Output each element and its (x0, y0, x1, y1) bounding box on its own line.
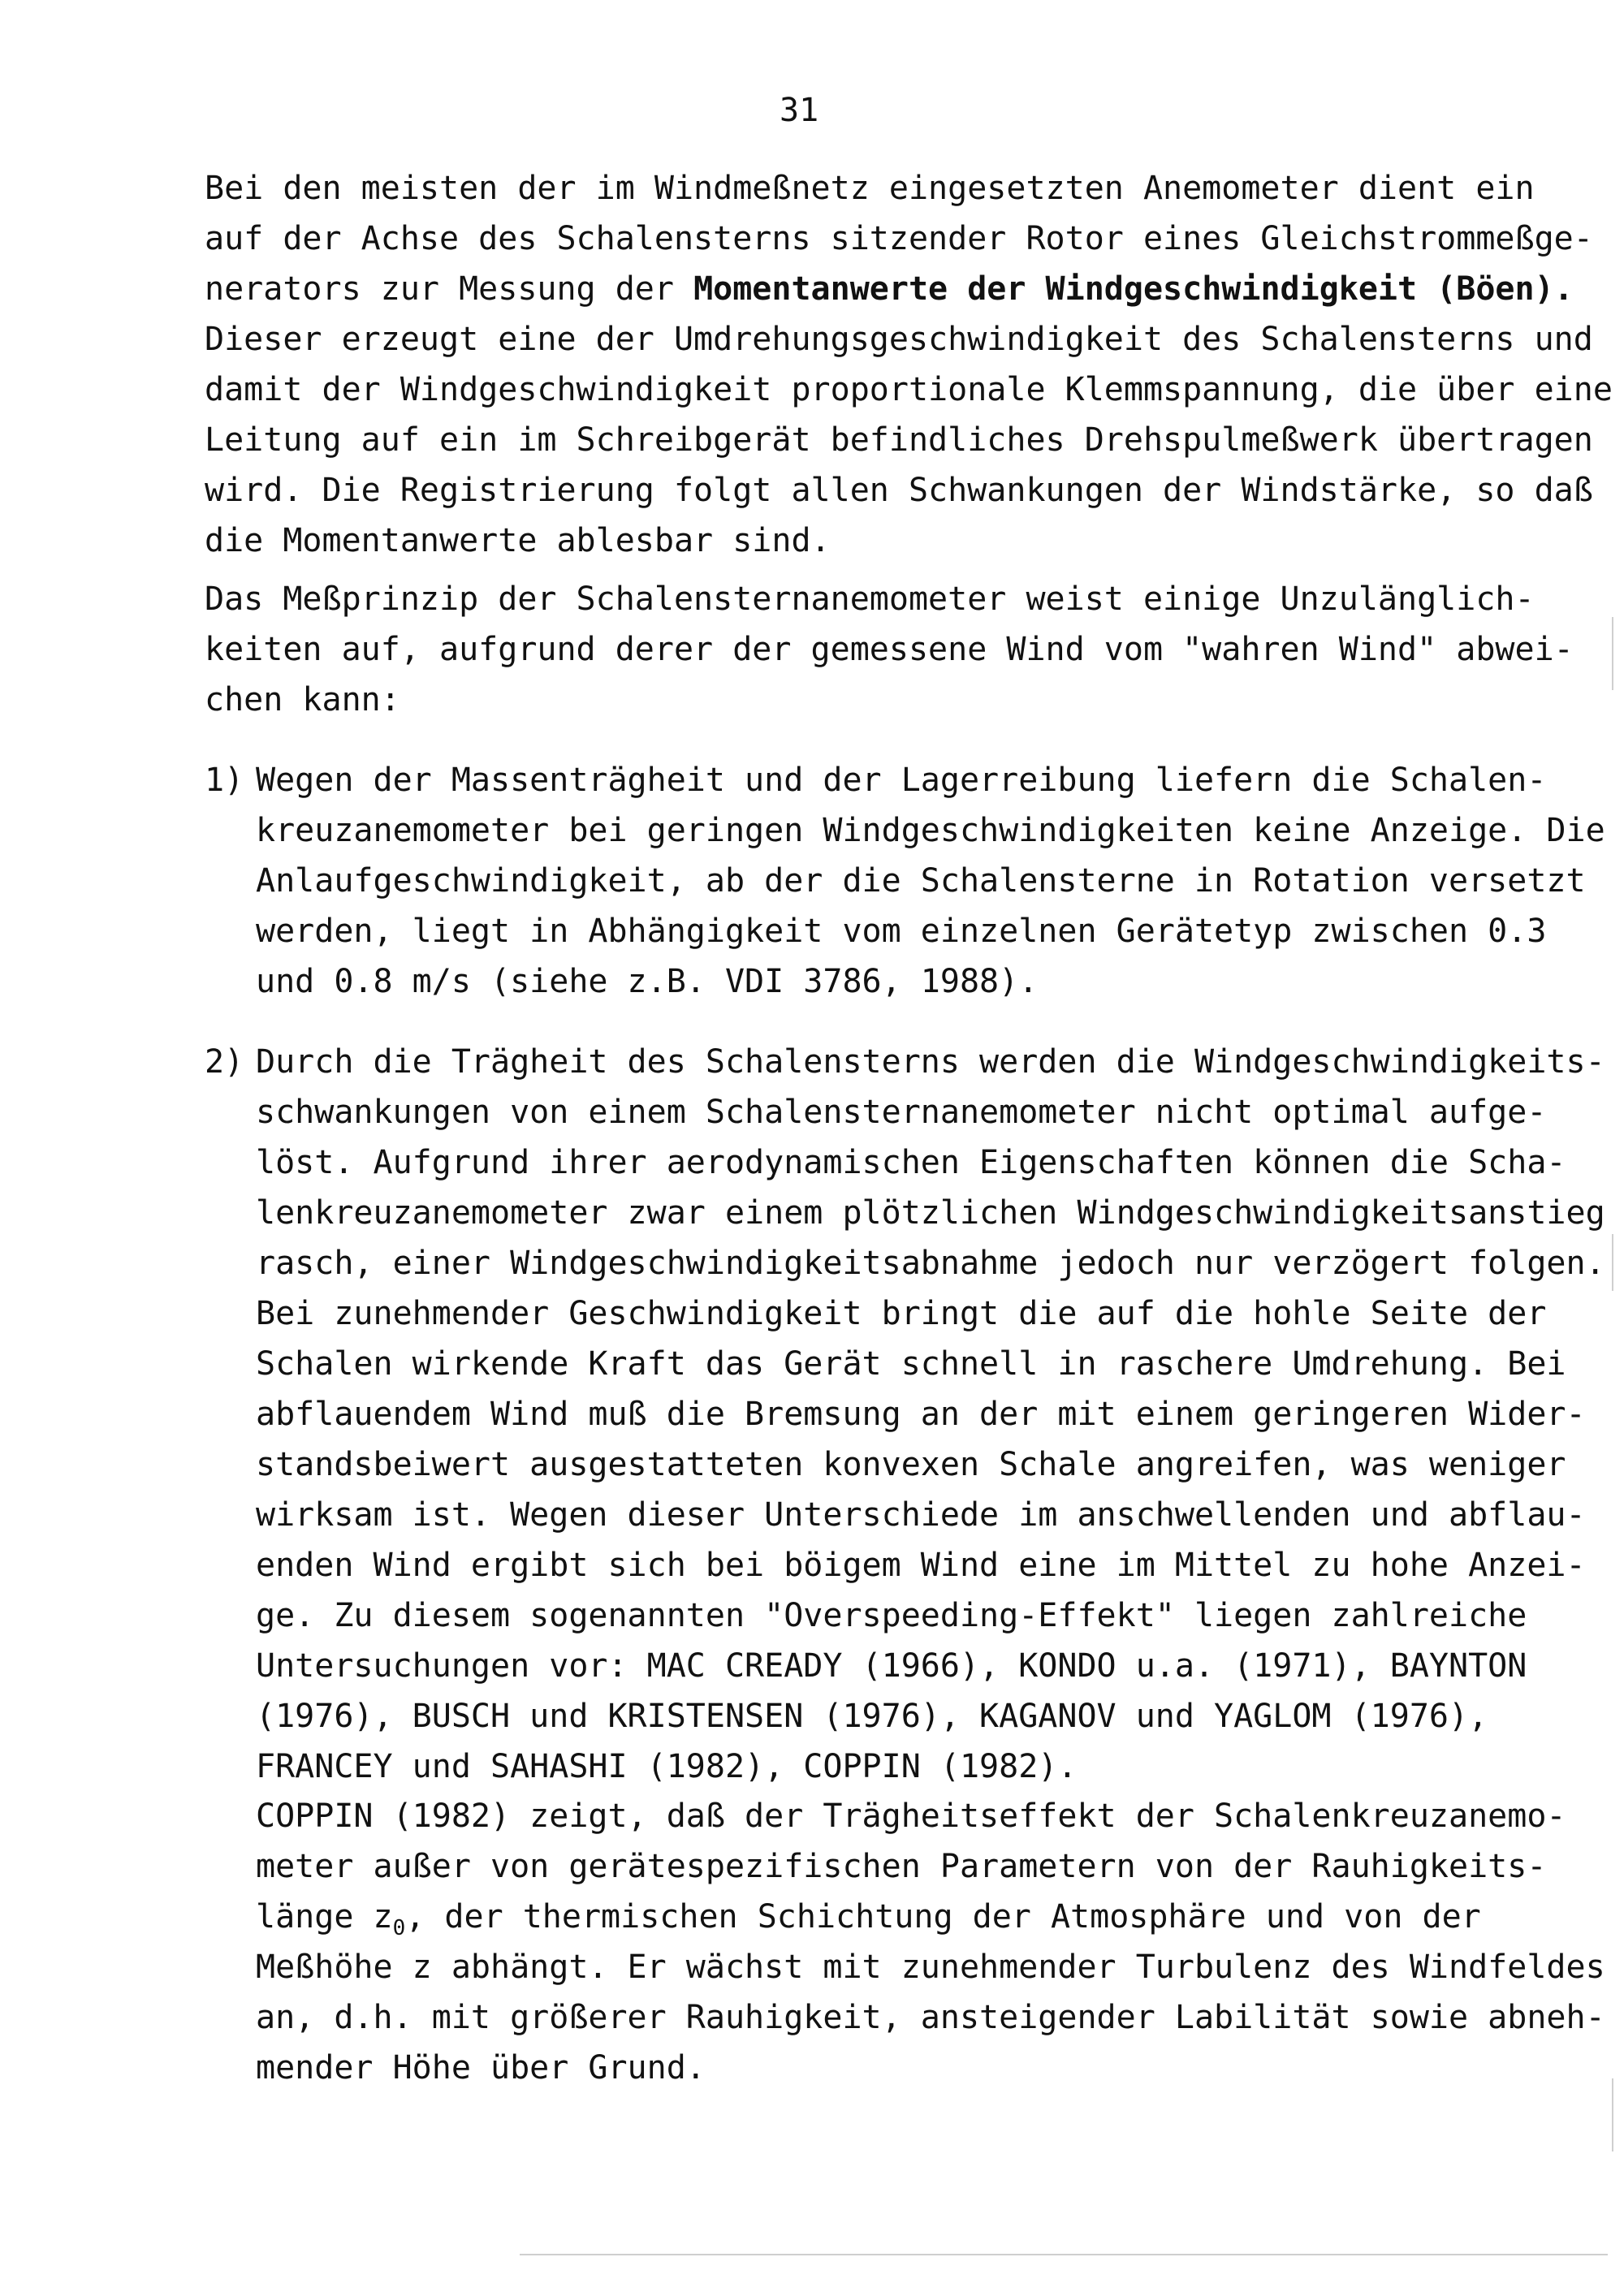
text-line: Bei den meisten der im Windmeßnetz eingesetzten Anemometer dient ein (205, 170, 1535, 207)
text-line: an, d.h. mit größerer Rauhigkeit, ansteigender Labilität sowie abneh- (256, 1999, 1605, 2036)
text-segment: , der thermischen Schichtung der Atmosphäre und von der (405, 1898, 1481, 1936)
page-number: 31 (780, 92, 819, 129)
text-line: Leitung auf ein im Schreibgerät befindliches Drehspulmeßwerk übertragen (205, 421, 1593, 459)
list-item-number: 1) (205, 762, 244, 799)
text-line: FRANCEY und SAHASHI (1982), COPPIN (1982). (256, 1748, 1078, 1785)
text-line: lenkreuzanemometer zwar einem plötzlichen Windgeschwindigkeitsanstieg (256, 1194, 1605, 1232)
text-line: Dieser erzeugt eine der Umdrehungsgeschwindigkeit des Schalensterns und (205, 321, 1593, 358)
text-line: Untersuchungen vor: MAC CREADY (1966), KONDO u.a. (1971), BAYNTON (256, 1647, 1527, 1685)
list-item-number: 2) (205, 1043, 244, 1081)
text-line: Das Meßprinzip der Schalensternanemometer weist einige Unzulänglich- (205, 580, 1535, 618)
text-line: keiten auf, aufgrund derer der gemessene Wind vom "wahren Wind" abwei- (205, 631, 1574, 668)
text-segment: nerators zur Messung der (205, 270, 694, 308)
text-line: COPPIN (1982) zeigt, daß der Trägheitseffekt der Schalenkreuzanemo- (256, 1798, 1566, 1835)
text-line: mender Höhe über Grund. (256, 2049, 706, 2087)
text-line: wirksam ist. Wegen dieser Unterschiede im anschwellenden und abflau- (256, 1496, 1586, 1534)
text-line (256, 1892, 1605, 1942)
subscript: 0 (392, 1916, 406, 1940)
text-line: standsbeiwert ausgestatteten konvexen Schale angreifen, was weniger (256, 1446, 1566, 1483)
text-line: damit der Windgeschwindigkeit proportionale Klemmspannung, die über eine (205, 371, 1613, 408)
text-line: schwankungen von einem Schalensternanemometer nicht optimal aufge- (256, 1094, 1547, 1131)
text-line: Bei zunehmender Geschwindigkeit bringt die auf die hohle Seite der (256, 1295, 1547, 1332)
text-line: Durch die Trägheit des Schalensterns werden die Windgeschwindigkeits- (256, 1043, 1605, 1081)
text-line: Meßhöhe z abhängt. Er wächst mit zunehmender Turbulenz des Windfeldes (256, 1949, 1605, 1986)
text-line: Anlaufgeschwindigkeit, ab der die Schalensterne in Rotation versetzt (256, 862, 1586, 900)
text-line: Wegen der Massenträgheit und der Lagerreibung liefern die Schalen- (256, 762, 1547, 799)
text-line: löst. Aufgrund ihrer aerodynamischen Eigenschaften können die Scha- (256, 1144, 1566, 1181)
text-line: werden, liegt in Abhängigkeit vom einzelnen Gerätetyp zwischen 0.3 (256, 913, 1547, 950)
list-item-overspeeding (256, 1037, 1605, 1792)
scan-artifact (1612, 617, 1613, 690)
text-line: chen kann: (205, 681, 400, 719)
paragraph-anemometer-principle (205, 163, 1613, 566)
scan-artifact (1612, 2078, 1613, 2151)
text-line: auf der Achse des Schalensterns sitzender Rotor eines Gleichstrommeßge- (205, 220, 1593, 257)
text-line: (1976), BUSCH und KRISTENSEN (1976), KAGANOV und YAGLOM (1976), (256, 1698, 1488, 1735)
text-line: Schalen wirkende Kraft das Gerät schnell in raschere Umdrehung. Bei (256, 1345, 1566, 1383)
text-line (205, 264, 1613, 314)
scan-artifact (1612, 1234, 1613, 1291)
text-line: die Momentanwerte ablesbar sind. (205, 522, 831, 559)
text-line: kreuzanemometer bei geringen Windgeschwindigkeiten keine Anzeige. Die (256, 812, 1605, 849)
bold-term: Momentanwerte der Windgeschwindigkeit (Böen). (693, 270, 1574, 308)
text-line: abflauendem Wind muß die Bremsung an der mit einem geringeren Wider- (256, 1396, 1586, 1433)
list-item-inertia-friction (256, 755, 1605, 1007)
text-line: und 0.8 m/s (siehe z.B. VDI 3786, 1988). (256, 963, 1039, 1000)
text-line: meter außer von gerätespezifischen Parametern von der Rauhigkeits- (256, 1848, 1547, 1885)
scan-artifact (520, 2254, 1608, 2255)
text-line: ge. Zu diesem sogenannten "Overspeeding-Effekt" liegen zahlreiche (256, 1597, 1527, 1634)
paragraph-coppin-findings (256, 1791, 1605, 2093)
text-segment: länge z (256, 1898, 393, 1936)
text-line: rasch, einer Windgeschwindigkeitsabnahme jedoch nur verzögert folgen. (256, 1245, 1605, 1282)
text-line: wird. Die Registrierung folgt allen Schwankungen der Windstärke, so daß (205, 472, 1593, 509)
paragraph-shortcomings-intro (205, 574, 1574, 725)
text-line: enden Wind ergibt sich bei böigem Wind eine im Mittel zu hohe Anzei- (256, 1547, 1586, 1584)
